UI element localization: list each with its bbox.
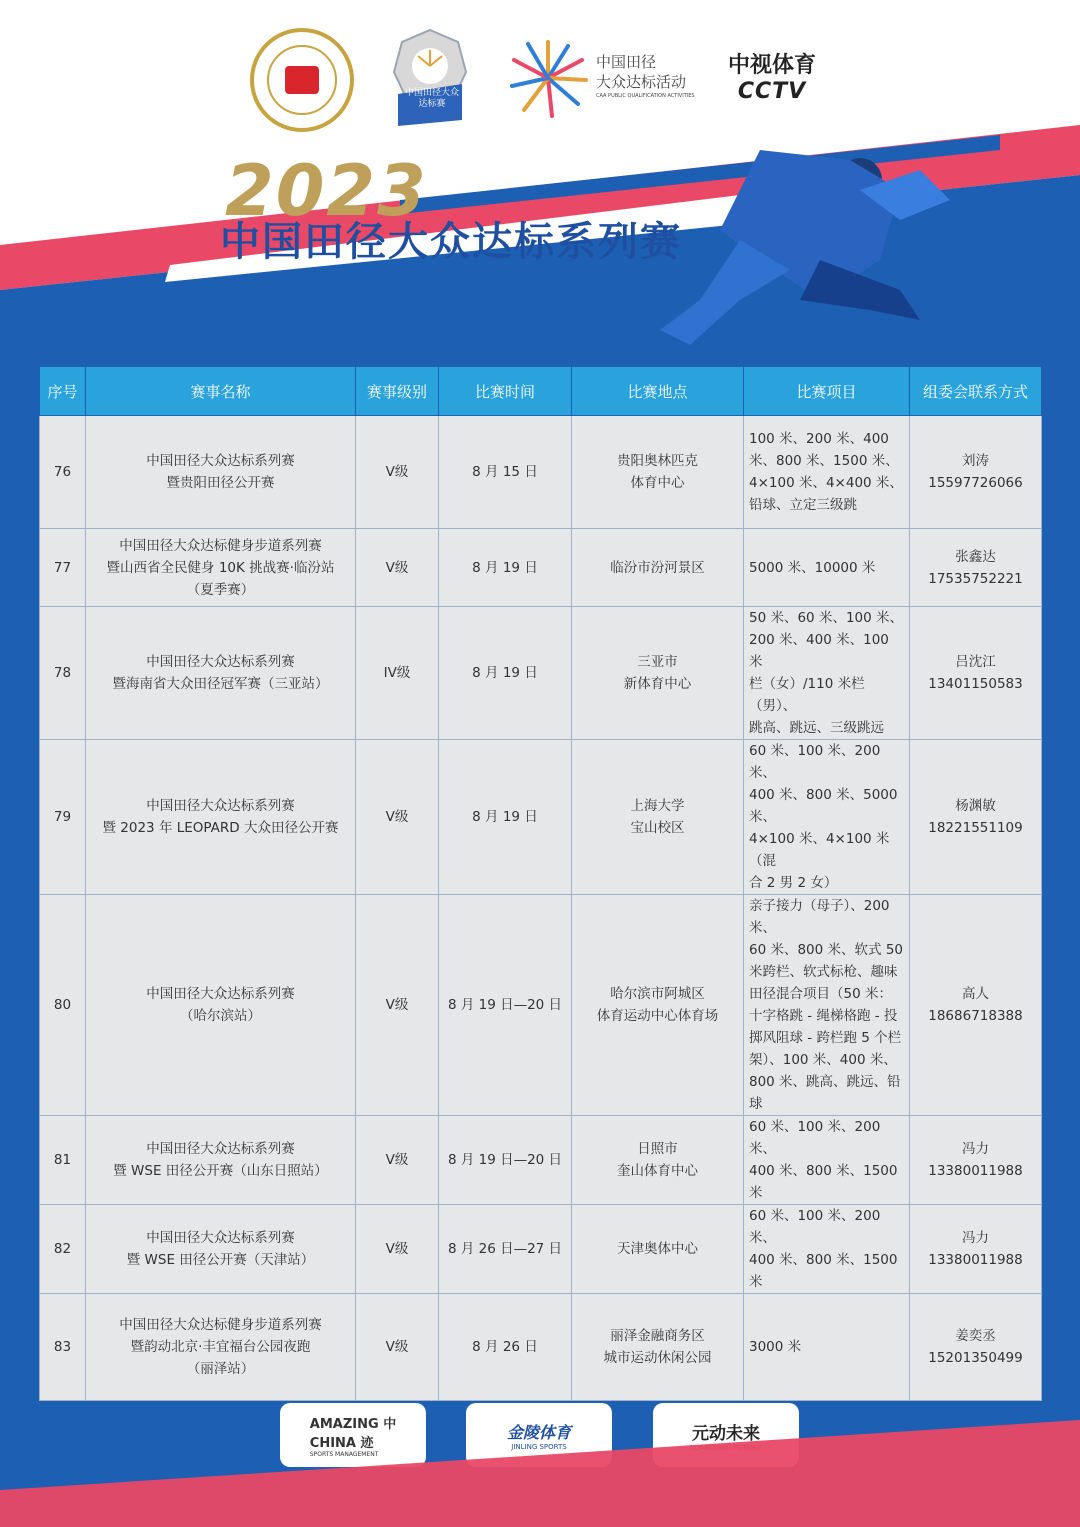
cell-items: 60 米、100 米、200 米、 400 米、800 米、1500 米 bbox=[744, 1205, 910, 1294]
cell-items: 5000 米、10000 米 bbox=[744, 529, 910, 607]
cell-name: 中国田径大众达标系列赛 暨海南省大众田径冠军赛（三亚站） bbox=[86, 607, 356, 740]
contact-phone: 18221551109 bbox=[928, 820, 1023, 836]
cell-date: 8 月 19 日 bbox=[439, 740, 572, 895]
table-row bbox=[40, 1205, 1042, 1294]
cctv-sports-logo: 中视体育 CCTV bbox=[728, 53, 817, 104]
cell-contact bbox=[910, 740, 1042, 895]
table-row bbox=[40, 895, 1042, 1116]
cell-level: IV级 bbox=[356, 607, 439, 740]
schedule-table bbox=[39, 366, 1041, 1401]
sponsor-jinling-sports: 金陵体育 JINLING SPORTS bbox=[466, 1403, 612, 1467]
cell-contact bbox=[910, 895, 1042, 1116]
qualification-badge bbox=[392, 28, 468, 128]
footer-stripe bbox=[0, 1380, 1080, 1527]
header-name: 赛事名称 bbox=[86, 367, 356, 416]
cell-contact bbox=[910, 529, 1042, 607]
cell-contact bbox=[910, 607, 1042, 740]
header-level: 赛事级别 bbox=[356, 367, 439, 416]
cell-items: 50 米、60 米、100 米、 200 米、400 米、100 米 栏（女）/110 米栏（男）、 跳高、跳远、三级跳远 bbox=[744, 607, 910, 740]
cell-no: 78 bbox=[40, 607, 86, 740]
cell-level: V级 bbox=[356, 740, 439, 895]
cell-date: 8 月 19 日—20 日 bbox=[439, 1116, 572, 1205]
cell-venue: 上海大学 宝山校区 bbox=[572, 740, 744, 895]
contact-name: 姜奕丞 bbox=[955, 1328, 996, 1344]
cell-level: V级 bbox=[356, 1294, 439, 1401]
cell-no: 82 bbox=[40, 1205, 86, 1294]
cell-date: 8 月 19 日—20 日 bbox=[439, 895, 572, 1116]
badge-text: 中国田径大众达标赛 bbox=[404, 88, 459, 109]
cell-items: 60 米、100 米、200 米、 400 米、800 米、1500 米 bbox=[744, 1116, 910, 1205]
cell-venue: 日照市 奎山体育中心 bbox=[572, 1116, 744, 1205]
table-row bbox=[40, 416, 1042, 529]
contact-name: 高人 bbox=[962, 986, 989, 1002]
cell-venue: 丽泽金融商务区 城市运动休闲公园 bbox=[572, 1294, 744, 1401]
contact-name: 刘涛 bbox=[962, 453, 989, 469]
cell-name: 中国田径大众达标系列赛 暨 WSE 田径公开赛（山东日照站） bbox=[86, 1116, 356, 1205]
cell-level: V级 bbox=[356, 895, 439, 1116]
cell-venue: 贵阳奥林匹克 体育中心 bbox=[572, 416, 744, 529]
contact-phone: 13380011988 bbox=[928, 1252, 1023, 1268]
cell-date: 8 月 19 日 bbox=[439, 529, 572, 607]
contact-name: 张鑫达 bbox=[955, 548, 996, 565]
cell-name: 中国田径大众达标系列赛 暨 2023 年 LEOPARD 大众田径公开赛 bbox=[86, 740, 356, 895]
table-header-row bbox=[40, 367, 1042, 416]
header-venue: 比赛地点 bbox=[572, 367, 744, 416]
header-contact: 组委会联系方式 bbox=[910, 367, 1042, 416]
cell-name: 中国田径大众达标系列赛 暨贵阳田径公开赛 bbox=[86, 416, 356, 529]
page-title: 中国田径大众达标系列赛 bbox=[220, 219, 682, 265]
cell-items: 60 米、100 米、200 米、 400 米、800 米、5000 米、 4×100 米、4×100 米（混 合 2 男 2 女） bbox=[744, 740, 910, 895]
cell-contact bbox=[910, 1116, 1042, 1205]
logo-row bbox=[250, 28, 850, 138]
contact-phone: 17535752221 bbox=[928, 570, 1023, 587]
contact-name: 冯力 bbox=[962, 1230, 989, 1246]
cell-items: 100 米、200 米、400 米、800 米、1500 米、 4×100 米、4×400 米、 铅球、立定三级跳 bbox=[744, 416, 910, 529]
contact-name: 杨渊敏 bbox=[955, 798, 996, 814]
cell-level: V级 bbox=[356, 416, 439, 529]
caa-activities-logo: 中国田径 大众达标活动 CAA PUBLIC QUALIFICATION ACTIVITIES bbox=[596, 53, 695, 99]
title-year: 2023 bbox=[225, 150, 428, 232]
cell-no: 79 bbox=[40, 740, 86, 895]
cell-no: 77 bbox=[40, 529, 86, 607]
sponsor-amazing-china: AMAZING 中 CHINA 迹 SPORTS MANAGEMENT bbox=[280, 1403, 426, 1467]
cell-date: 8 月 19 日 bbox=[439, 607, 572, 740]
cell-name: 中国田径大众达标健身步道系列赛 暨山西省全民健身 10K 挑战赛·临汾站 （夏季赛） bbox=[86, 529, 356, 607]
cell-name: 中国田径大众达标系列赛 暨 WSE 田径公开赛（天津站） bbox=[86, 1205, 356, 1294]
header-items: 比赛项目 bbox=[744, 367, 910, 416]
cell-venue: 三亚市 新体育中心 bbox=[572, 607, 744, 740]
contact-phone: 13380011988 bbox=[928, 1163, 1023, 1179]
cell-no: 81 bbox=[40, 1116, 86, 1205]
caa-logo bbox=[250, 28, 354, 132]
starburst-icon bbox=[508, 38, 588, 118]
cell-no: 83 bbox=[40, 1294, 86, 1401]
cell-date: 8 月 26 日—27 日 bbox=[439, 1205, 572, 1294]
contact-phone: 18686718388 bbox=[928, 1008, 1023, 1024]
cell-items: 亲子接力（母子）、200 米、 60 米、800 米、软式 50 米跨栏、软式标枪、趣味 田径混合项目（50 米： 十字格跳 - 绳梯格跑 - 投 掷风阻球 - 跨栏跑 5 个栏 架）、100 米、400 米、 800 米、跳高、跳远、铅 球 bbox=[744, 895, 910, 1116]
cell-date: 8 月 15 日 bbox=[439, 416, 572, 529]
contact-phone: 15201350499 bbox=[928, 1350, 1023, 1366]
table-row bbox=[40, 607, 1042, 740]
cell-name: 中国田径大众达标系列赛 （哈尔滨站） bbox=[86, 895, 356, 1116]
header-date: 比赛时间 bbox=[439, 367, 572, 416]
contact-phone: 13401150583 bbox=[928, 676, 1023, 692]
cell-no: 76 bbox=[40, 416, 86, 529]
cell-venue: 天津奥体中心 bbox=[572, 1205, 744, 1294]
caa-emblem-icon bbox=[285, 66, 319, 94]
cell-level: V级 bbox=[356, 1205, 439, 1294]
table-row bbox=[40, 740, 1042, 895]
cell-venue: 哈尔滨市阿城区 体育运动中心体育场 bbox=[572, 895, 744, 1116]
cell-contact bbox=[910, 416, 1042, 529]
cell-venue: 临汾市汾河景区 bbox=[572, 529, 744, 607]
cell-date: 8 月 26 日 bbox=[439, 1294, 572, 1401]
cell-name: 中国田径大众达标健身步道系列赛 暨韵动北京·丰宜福台公园夜跑 （丽泽站） bbox=[86, 1294, 356, 1401]
contact-name: 吕沈江 bbox=[955, 654, 996, 670]
header-no: 序号 bbox=[40, 367, 86, 416]
contact-phone: 15597726066 bbox=[928, 475, 1023, 491]
cell-level: V级 bbox=[356, 1116, 439, 1205]
cell-contact bbox=[910, 1205, 1042, 1294]
table-row bbox=[40, 1116, 1042, 1205]
cell-items: 3000 米 bbox=[744, 1294, 910, 1401]
contact-name: 冯力 bbox=[962, 1141, 989, 1157]
table-row bbox=[40, 529, 1042, 607]
cell-no: 80 bbox=[40, 895, 86, 1116]
cell-level: V级 bbox=[356, 529, 439, 607]
sponsor-yuandong-future: 元动未来 bbox=[653, 1403, 799, 1467]
